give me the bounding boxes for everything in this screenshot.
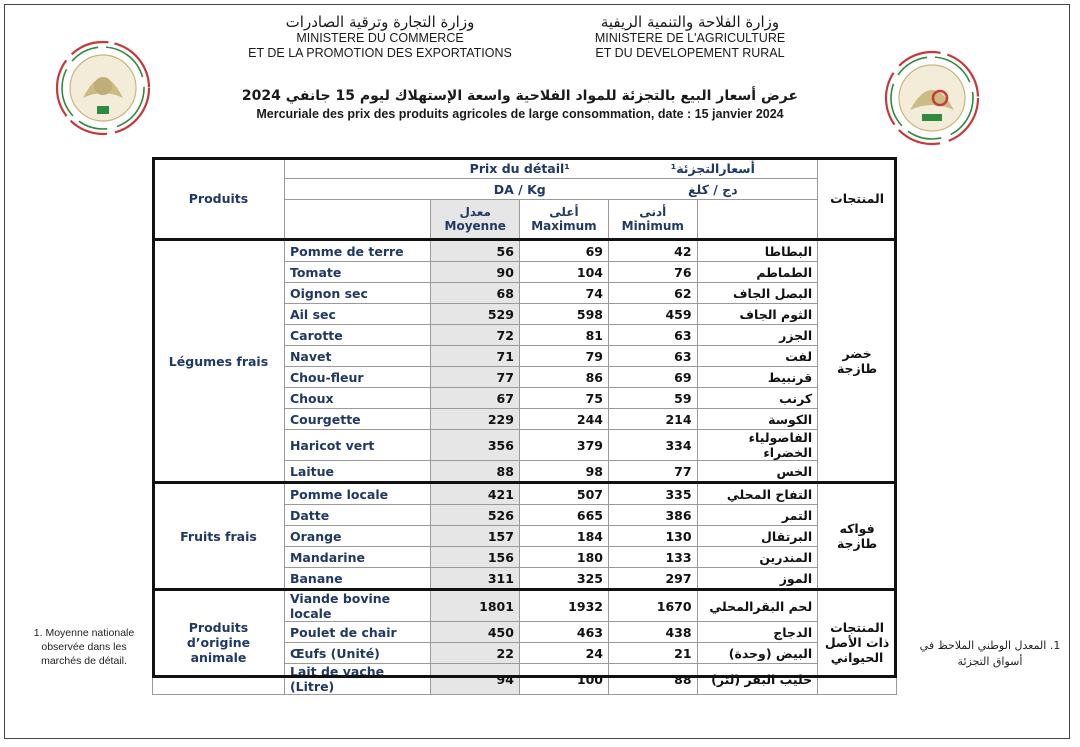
price-moyenne: 229	[431, 409, 519, 430]
product-name-ar: البصل الجاف	[697, 283, 818, 304]
col-minimum-header	[608, 200, 697, 240]
price-maximum: 507	[519, 483, 608, 505]
price-maximum: 75	[519, 388, 608, 409]
produits-header-fr: Produits	[153, 158, 285, 240]
price-maximum: 69	[519, 240, 608, 262]
category-label-fr: Fruits frais	[153, 483, 285, 590]
prix-header-ar: أسعارالتجزئة¹	[608, 158, 817, 179]
product-name-fr: Ail sec	[284, 304, 431, 325]
col-minimum-fr: Minimum	[621, 219, 684, 233]
product-name-fr: Banane	[284, 568, 431, 590]
product-name-ar: البيض (وحدة)	[697, 643, 818, 664]
product-name-fr: Datte	[284, 505, 431, 526]
price-moyenne: 1801	[431, 590, 519, 622]
header-spacer	[284, 158, 431, 179]
product-name-fr: Pomme locale	[284, 483, 431, 505]
price-table	[152, 157, 897, 695]
product-name-fr: Oignon sec	[284, 283, 431, 304]
price-minimum: 88	[608, 664, 697, 695]
price-moyenne: 67	[431, 388, 519, 409]
product-name-fr: Mandarine	[284, 547, 431, 568]
price-moyenne: 421	[431, 483, 519, 505]
produits-header-ar: المنتجات	[818, 158, 897, 240]
product-name-fr: Chou-fleur	[284, 367, 431, 388]
commerce-name-ar: وزارة التجارة وترقية الصادرات	[285, 13, 475, 31]
product-name-ar: الثوم الجاف	[697, 304, 818, 325]
product-name-ar: الجزر	[697, 325, 818, 346]
product-name-ar: الخس	[697, 461, 818, 483]
col-maximum-header	[519, 200, 608, 240]
product-name-ar: لحم البقرالمحلي	[697, 590, 818, 622]
price-maximum: 180	[519, 547, 608, 568]
price-maximum: 379	[519, 430, 608, 461]
price-moyenne: 526	[431, 505, 519, 526]
product-name-fr: Viande bovine locale	[284, 590, 431, 622]
price-maximum: 98	[519, 461, 608, 483]
product-name-ar: التمر	[697, 505, 818, 526]
product-name-fr: Orange	[284, 526, 431, 547]
product-name-ar: كرنب	[697, 388, 818, 409]
col-moyenne-fr: Moyenne	[444, 219, 506, 233]
price-maximum: 81	[519, 325, 608, 346]
product-name-ar: لفت	[697, 346, 818, 367]
price-minimum: 77	[608, 461, 697, 483]
price-maximum: 104	[519, 262, 608, 283]
header-ministry-agriculture	[560, 14, 820, 60]
product-name-ar: المندرين	[697, 547, 818, 568]
price-moyenne: 68	[431, 283, 519, 304]
product-name-fr: Lait de vache (Litre)	[284, 664, 431, 695]
price-minimum: 63	[608, 325, 697, 346]
price-minimum: 297	[608, 568, 697, 590]
product-name-ar: الطماطم	[697, 262, 818, 283]
product-name-ar: قرنبيط	[697, 367, 818, 388]
col-moyenne-header	[431, 200, 519, 240]
unit-header-ar: دج / كلغ	[608, 179, 817, 200]
product-name-fr: Choux	[284, 388, 431, 409]
price-minimum: 438	[608, 622, 697, 643]
product-name-ar: الفاصولياء الخضراء	[697, 430, 818, 461]
header-spacer	[697, 200, 818, 240]
footnote-french: 1. Moyenne nationale observée dans les marchés de détail.	[33, 627, 135, 668]
price-moyenne: 22	[431, 643, 519, 664]
price-maximum: 74	[519, 283, 608, 304]
price-minimum: 214	[608, 409, 697, 430]
product-name-fr: Poulet de chair	[284, 622, 431, 643]
price-moyenne: 88	[431, 461, 519, 483]
ministry-seal-left-icon	[53, 38, 153, 138]
price-moyenne: 157	[431, 526, 519, 547]
price-maximum: 244	[519, 409, 608, 430]
product-name-ar: حليب البقر (لتر)	[697, 664, 818, 695]
header-spacer	[284, 179, 431, 200]
price-moyenne: 56	[431, 240, 519, 262]
price-moyenne: 71	[431, 346, 519, 367]
product-name-fr: Tomate	[284, 262, 431, 283]
price-minimum: 334	[608, 430, 697, 461]
title-french: Mercuriale des prix des produits agricoles de large consommation, date : 15 janvier 2024	[256, 107, 784, 121]
price-minimum: 42	[608, 240, 697, 262]
price-minimum: 459	[608, 304, 697, 325]
product-name-ar: التفاح المحلي	[697, 483, 818, 505]
product-name-ar: الموز	[697, 568, 818, 590]
price-maximum: 184	[519, 526, 608, 547]
col-moyenne-ar: معدل	[459, 205, 491, 219]
unit-header-fr: DA / Kg	[431, 179, 608, 200]
product-name-fr: Laitue	[284, 461, 431, 483]
title-arabic: عرض أسعار البيع بالتجزئة للمواد الفلاحية واسعة الإستهلاك ليوم 15 جانفي 2024	[241, 88, 799, 104]
price-moyenne: 529	[431, 304, 519, 325]
product-name-ar: البرتقال	[697, 526, 818, 547]
price-maximum: 598	[519, 304, 608, 325]
table-row	[153, 590, 897, 622]
price-maximum: 24	[519, 643, 608, 664]
price-minimum: 133	[608, 547, 697, 568]
price-minimum: 386	[608, 505, 697, 526]
col-minimum-ar: أدنى	[639, 205, 667, 219]
category-label-ar: فواكه طازجة	[818, 483, 897, 590]
product-name-ar: البطاطا	[697, 240, 818, 262]
category-label-ar: المنتجات ذات الأصل الحيواني	[818, 590, 897, 695]
product-name-fr: Carotte	[284, 325, 431, 346]
product-name-fr: Haricot vert	[284, 430, 431, 461]
price-moyenne: 356	[431, 430, 519, 461]
product-name-ar: الكوسة	[697, 409, 818, 430]
price-minimum: 59	[608, 388, 697, 409]
header-ministry-commerce	[215, 14, 545, 60]
table-row	[153, 483, 897, 505]
product-name-fr: Œufs (Unité)	[284, 643, 431, 664]
product-name-fr: Pomme de terre	[284, 240, 431, 262]
price-moyenne: 450	[431, 622, 519, 643]
price-moyenne: 156	[431, 547, 519, 568]
product-name-ar: الدجاج	[697, 622, 818, 643]
price-moyenne: 311	[431, 568, 519, 590]
table-row	[153, 240, 897, 262]
price-maximum: 100	[519, 664, 608, 695]
commerce-name-fr-line1: MINISTERE DU COMMERCE	[296, 31, 464, 46]
category-label-ar: خضر طازجة	[818, 240, 897, 483]
prix-header-fr: Prix du détail¹	[431, 158, 608, 179]
price-maximum: 86	[519, 367, 608, 388]
product-name-fr: Courgette	[284, 409, 431, 430]
category-label-fr: Légumes frais	[153, 240, 285, 483]
price-minimum: 1670	[608, 590, 697, 622]
price-minimum: 21	[608, 643, 697, 664]
category-label-fr: Produits d’origine animale	[153, 590, 285, 695]
price-maximum: 463	[519, 622, 608, 643]
price-minimum: 130	[608, 526, 697, 547]
price-moyenne: 94	[431, 664, 519, 695]
col-maximum-ar: أعلى	[549, 205, 579, 219]
price-maximum: 79	[519, 346, 608, 367]
agri-name-ar: وزارة الفلاحة والتنمية الريفية	[600, 13, 780, 31]
price-moyenne: 72	[431, 325, 519, 346]
price-moyenne: 77	[431, 367, 519, 388]
price-minimum: 63	[608, 346, 697, 367]
product-name-fr: Navet	[284, 346, 431, 367]
price-minimum: 62	[608, 283, 697, 304]
commerce-name-fr-line2: ET DE LA PROMOTION DES EXPORTATIONS	[248, 45, 512, 60]
agri-name-fr-line1: MINISTERE DE L'AGRICULTURE	[594, 31, 786, 46]
header-spacer	[284, 200, 431, 240]
price-maximum: 325	[519, 568, 608, 590]
price-minimum: 76	[608, 262, 697, 283]
col-maximum-fr: Maximum	[531, 219, 597, 233]
price-minimum: 69	[608, 367, 697, 388]
price-moyenne: 90	[431, 262, 519, 283]
header-row-1	[153, 158, 897, 179]
agri-name-fr-line2: ET DU DEVELOPEMENT RURAL	[595, 45, 785, 60]
price-minimum: 335	[608, 483, 697, 505]
footnote-arabic: 1. المعدل الوطني الملاحظ في أسواق التجزئة	[919, 639, 1061, 668]
price-maximum: 665	[519, 505, 608, 526]
ministry-seal-right-icon	[882, 48, 982, 148]
price-maximum: 1932	[519, 590, 608, 622]
